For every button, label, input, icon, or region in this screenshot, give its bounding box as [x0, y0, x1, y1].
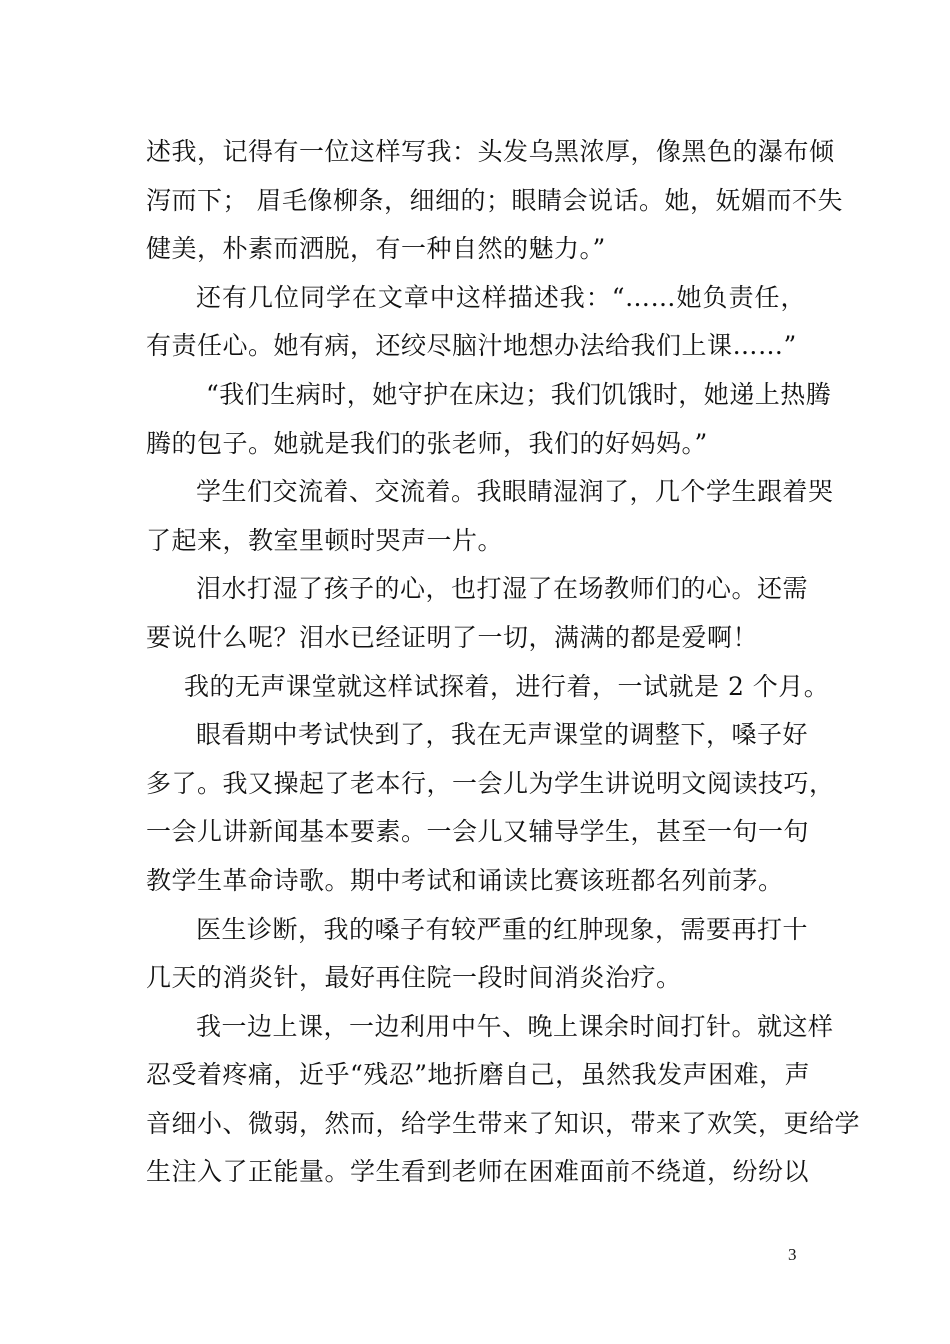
text-line: 学生们交流着、交流着。我眼睛湿润了，几个学生跟着哭 — [196, 477, 834, 507]
text-line: 泪水打湿了孩子的心，也打湿了在场教师们的心。还需 — [196, 574, 809, 604]
body-text — [146, 128, 861, 1197]
text-line: 腾的包子。她就是我们的张老师，我们的好妈妈。” — [146, 428, 708, 458]
text-line: 要说什么呢？泪水已经证明了一切，满满的都是爱啊！ — [146, 622, 759, 652]
text-line: 我的无声课堂就这样试探着，进行着，一试就是 2 个月。 — [184, 671, 830, 701]
page-number: 3 — [788, 1245, 797, 1264]
text-line: 忍受着疼痛，近乎“残忍”地折磨自己，虽然我发声困难，声 — [146, 1060, 811, 1090]
text-line: 教学生革命诗歌。期中考试和诵读比赛该班都名列前茅。 — [146, 865, 784, 895]
text-line: 一会儿讲新闻基本要素。一会儿又辅导学生，甚至一句一句 — [146, 817, 810, 847]
text-line: 还有几位同学在文章中这样描述我：“……她负责任， — [196, 282, 806, 312]
text-line: 有责任心。她有病，还绞尽脑汁地想办法给我们上课……” — [146, 331, 797, 361]
text-line: 医生诊断，我的嗓子有较严重的红肿现象，需要再打十 — [196, 914, 809, 944]
text-line: 健美，朴素而洒脱，有一种自然的魅力。” — [146, 234, 606, 264]
text-line: 泻而下； 眉毛像柳条，细细的；眼睛会说话。她，妩媚而不失 — [146, 185, 843, 215]
text-line: 眼看期中考试快到了，我在无声课堂的调整下，嗓子好 — [196, 720, 809, 750]
text-line: 生注入了正能量。学生看到老师在困难面前不绕道，纷纷以 — [146, 1157, 810, 1187]
text-line: 我一边上课，一边利用中午、晚上课余时间打针。就这样 — [196, 1011, 834, 1041]
text-line: 了起来，教室里顿时哭声一片。 — [146, 525, 504, 555]
text-line: 述我，记得有一位这样写我：头发乌黑浓厚，像黑色的瀑布倾 — [146, 137, 835, 166]
text-line: 多了。我又操起了老本行，一会儿为学生讲说明文阅读技巧， — [146, 768, 835, 798]
text-line: 音细小、微弱，然而，给学生带来了知识，带来了欢笑，更给学 — [146, 1108, 861, 1138]
text-line: 几天的消炎针，最好再住院一段时间消炎治疗。 — [146, 963, 682, 993]
text-line: “我们生病时，她守护在床边；我们饥饿时，她递上热腾 — [206, 379, 832, 409]
